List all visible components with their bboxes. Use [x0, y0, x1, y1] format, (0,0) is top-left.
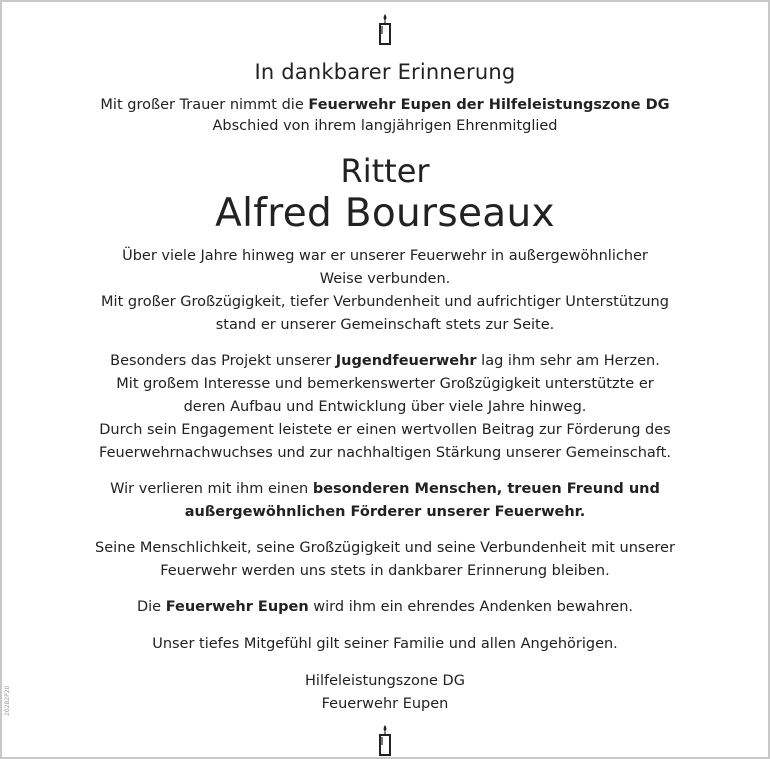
signature-block	[0, 670, 770, 716]
greeting-heading: In dankbarer Erinnerung	[254, 60, 516, 84]
paragraph-6: Unser tiefes Mitgefühl gilt seiner Familie und allen Angehörigen.	[152, 636, 618, 652]
intro-line-1: Mit großer Trauer nimmt die Feuerwehr Eupen der Hilfeleistungszone DG	[100, 97, 670, 113]
signature-line-2: Feuerwehr Eupen	[321, 696, 449, 712]
honorific-title: Ritter	[340, 152, 430, 190]
intro-line-2: Abschied von ihrem langjährigen Ehrenmitglied	[212, 118, 558, 134]
paragraph-5: Die Feuerwehr Eupen wird ihm ein ehrendes Andenken bewahren.	[136, 599, 634, 615]
signature-line-1: Hilfeleistungszone DG	[305, 673, 465, 689]
print-code: 20282P20	[4, 685, 11, 716]
intro-text	[0, 95, 770, 137]
candle-icon	[378, 724, 392, 756]
paragraph-3: Wir verlieren mit ihm einen besonderen Menschen, treuen Freund und außergewöhnlichen Förderer unserer Feuerwehr.	[110, 481, 660, 520]
paragraph-1: Über viele Jahre hinweg war er unserer Feuerwehr in außergewöhnlicher Weise verbunden. Mit großer Großzügigkeit, tiefer Verbundenheit und aufrichtiger Unterstützung stand er unserer Gemeinschaft stets zur Seite.	[101, 248, 669, 333]
paragraph-2: Besonders das Projekt unserer Jugendfeuerwehr lag ihm sehr am Herzen. Mit großem Interesse und bemerkenswerter Großzügigkeit unterstützte er deren Aufbau und Entwicklung über viele Jahre hinweg. Durch sein Engagement leistete er einen wertvollen Beitrag zur Förderung des Feuerwehrnachwuchses und zur nachhaltigen Stärkung unserer Gemeinschaft.	[99, 353, 671, 461]
deceased-name: Alfred Bourseaux	[215, 191, 555, 236]
candle-icon	[378, 13, 392, 45]
paragraph-4: Seine Menschlichkeit, seine Großzügigkeit und seine Verbundenheit mit unserer Feuerwehr werden uns stets in dankbarer Erinnerung bleiben.	[95, 540, 675, 579]
